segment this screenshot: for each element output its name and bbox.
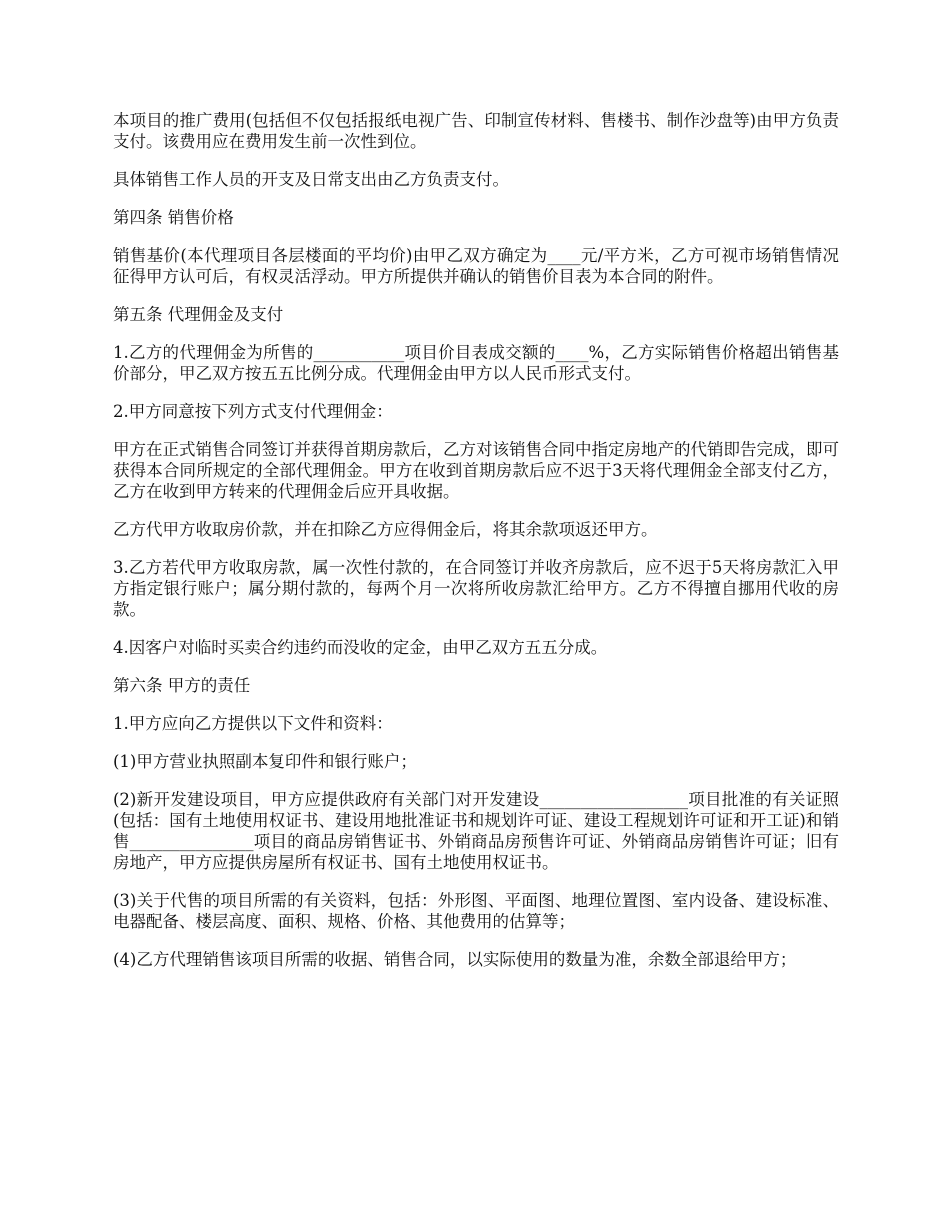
paragraph-item-4: (4)乙方代理销售该项目所需的收据、销售合同，以实际使用的数量为准，余数全部退给甲方； (113, 950, 797, 969)
heading-article-4: 第四条 销售价格 (113, 208, 234, 227)
paragraph-provide-documents: 1.甲方应向乙方提供以下文件和资料： (113, 714, 393, 733)
paragraph-collect-payments: 3.乙方若代甲方收取房款，属一次性付款的，在合同签订并收齐房款后，应不迟于5天将房款汇入甲方指定银行账户；属分期付款的，每两个月一次将所收房款汇给甲方。乙方不得擅自挪用代收的房款。 (113, 558, 839, 619)
heading-article-6: 第六条 甲方的责任 (113, 676, 251, 695)
paragraph-item-3: (3)关于代售的项目所需的有关资料，包括：外形图、平面图、地理位置图、室内设备、建设标准、电器配备、楼层高度、面积、规格、价格、其他费用的估算等； (113, 891, 839, 931)
paragraph-item-2: (2)新开发建设项目，甲方应提供政府有关部门对开发建设__________________项目批准的有关证照(包括：国有土地使用权证书、建设用地批准证书和规划许可证、建设工程规划许可证和开工证)和销售_______________项目的商品房销售证书、外销商品房预售许可证、外销商品房销售许可证；旧有房地产，甲方应提供房屋所有权证书、国有土地使用权证书。 (113, 790, 839, 872)
paragraph-commission-payment: 甲方在正式销售合同签订并获得首期房款后，乙方对该销售合同中指定房地产的代销即告完成，即可获得本合同所规定的全部代理佣金。甲方在收到首期房款后应不迟于3天将代理佣金全部支付乙方，乙方在收到甲方转来的代理佣金后应开具收据。 (113, 440, 839, 501)
paragraph-base-price: 销售基价(本代理项目各层楼面的平均价)由甲乙双方确定为____元/平方米，乙方可视市场销售情况征得甲方认可后，有权灵活浮动。甲方所提供并确认的销售价目表为本合同的附件。 (113, 246, 839, 286)
paragraph-payment-method: 2.甲方同意按下列方式支付代理佣金： (113, 402, 393, 421)
document-page (113, 110, 839, 987)
heading-article-5: 第五条 代理佣金及支付 (113, 305, 284, 324)
paragraph-item-1: (1)甲方营业执照副本复印件和银行账户； (113, 752, 417, 771)
paragraph-staff-expenses: 具体销售工作人员的开支及日常支出由乙方负责支付。 (113, 170, 509, 189)
paragraph-promotion-fees: 本项目的推广费用(包括但不仅包括报纸电视广告、印制宣传材料、售楼书、制作沙盘等)由甲方负责支付。该费用应在费用发生前一次性到位。 (113, 111, 839, 151)
paragraph-commission-rate: 1.乙方的代理佣金为所售的___________项目价目表成交额的____%，乙方实际销售价格超出销售基价部分，甲乙双方按五五比例分成。代理佣金由甲方以人民币形式支付。 (113, 343, 839, 383)
paragraph-deposit-split: 4.因客户对临时买卖合约违约而没收的定金，由甲乙双方五五分成。 (113, 638, 608, 657)
paragraph-collect-price: 乙方代甲方收取房价款，并在扣除乙方应得佣金后，将其余款项返还甲方。 (113, 520, 658, 539)
